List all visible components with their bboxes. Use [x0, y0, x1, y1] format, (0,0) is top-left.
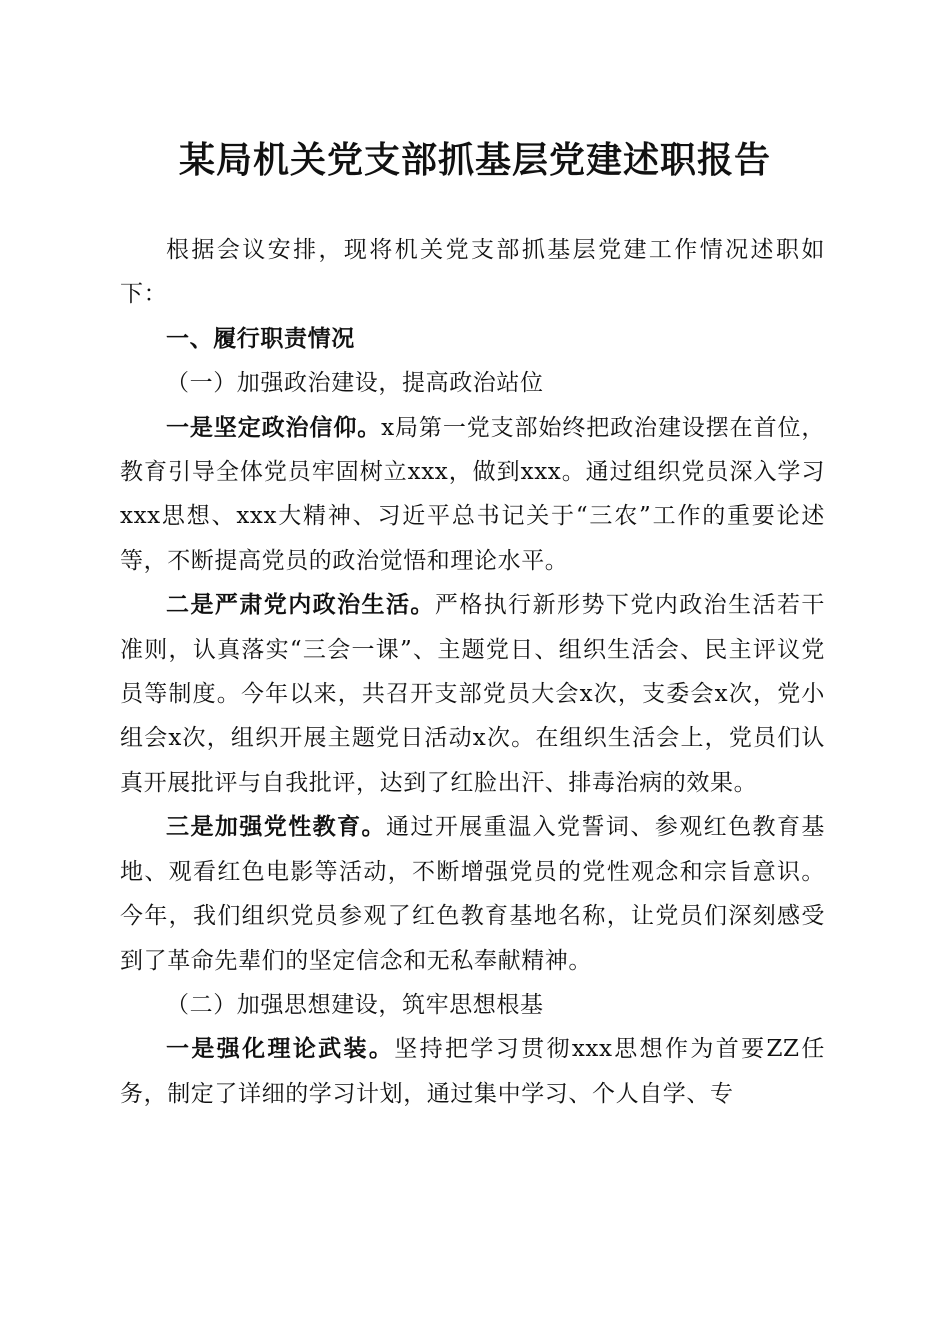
paragraph-lead: 一是强化理论武装。 [166, 1035, 395, 1063]
intro-paragraph: 根据会议安排，现将机关党支部抓基层党建工作情况述职如下： [120, 237, 825, 308]
paragraph-text: x局第一党支部始终把政治建设摆在首位，教育引导全体党员牢固树立xxx，做到xxx。通过组织党员深入学习xxx思想、xxx大精神、习近平总书记关于“三农”工作的重要论述等，不断提高党员的政治觉悟和理论水平。 [120, 414, 825, 574]
document-body [120, 228, 825, 1116]
subsection-heading-2: （二）加强思想建设，筑牢思想根基 [166, 991, 544, 1018]
paragraph-text: 坚持把学习贯彻xxx思想作为首要ZZ任务，制定了详细的学习计划，通过集中学习、个人自学、专 [120, 1036, 826, 1107]
subsection-heading-1: （一）加强政治建设，提高政治站位 [166, 370, 544, 397]
paragraph-party-education [120, 805, 825, 983]
paragraph-lead: 三是加强党性教育。 [166, 813, 386, 841]
paragraph-text: 严格执行新形势下党内政治生活若干准则，认真落实“三会一课”、主题党日、组织生活会、民主评议党员等制度。今年以来，共召开支部党员大会x次，支委会x次，党小组会x次，组织开展主题党日活动x次。在组织生活会上，党员们认真开展批评与自我批评，达到了红脸出汗、排毒治病的效果。 [120, 592, 825, 796]
paragraph-lead: 二是严肃党内政治生活。 [166, 591, 435, 619]
section-heading-1: 一、履行职责情况 [166, 325, 355, 352]
paragraph-text: 通过开展重温入党誓词、参观红色教育基地、观看红色电影等活动，不断增强党员的党性观念和宗旨意识。今年，我们组织党员参观了红色教育基地名称，让党员们深刻感受到了革命先辈们的坚定信念和无私奉献精神。 [120, 814, 825, 974]
document-title: 某局机关党支部抓基层党建述职报告 [178, 139, 771, 181]
paragraph-political-belief [120, 406, 825, 584]
paragraph-theory-study [120, 1027, 825, 1116]
paragraph-party-life [120, 583, 825, 805]
paragraph-lead: 一是坚定政治信仰。 [166, 413, 382, 441]
